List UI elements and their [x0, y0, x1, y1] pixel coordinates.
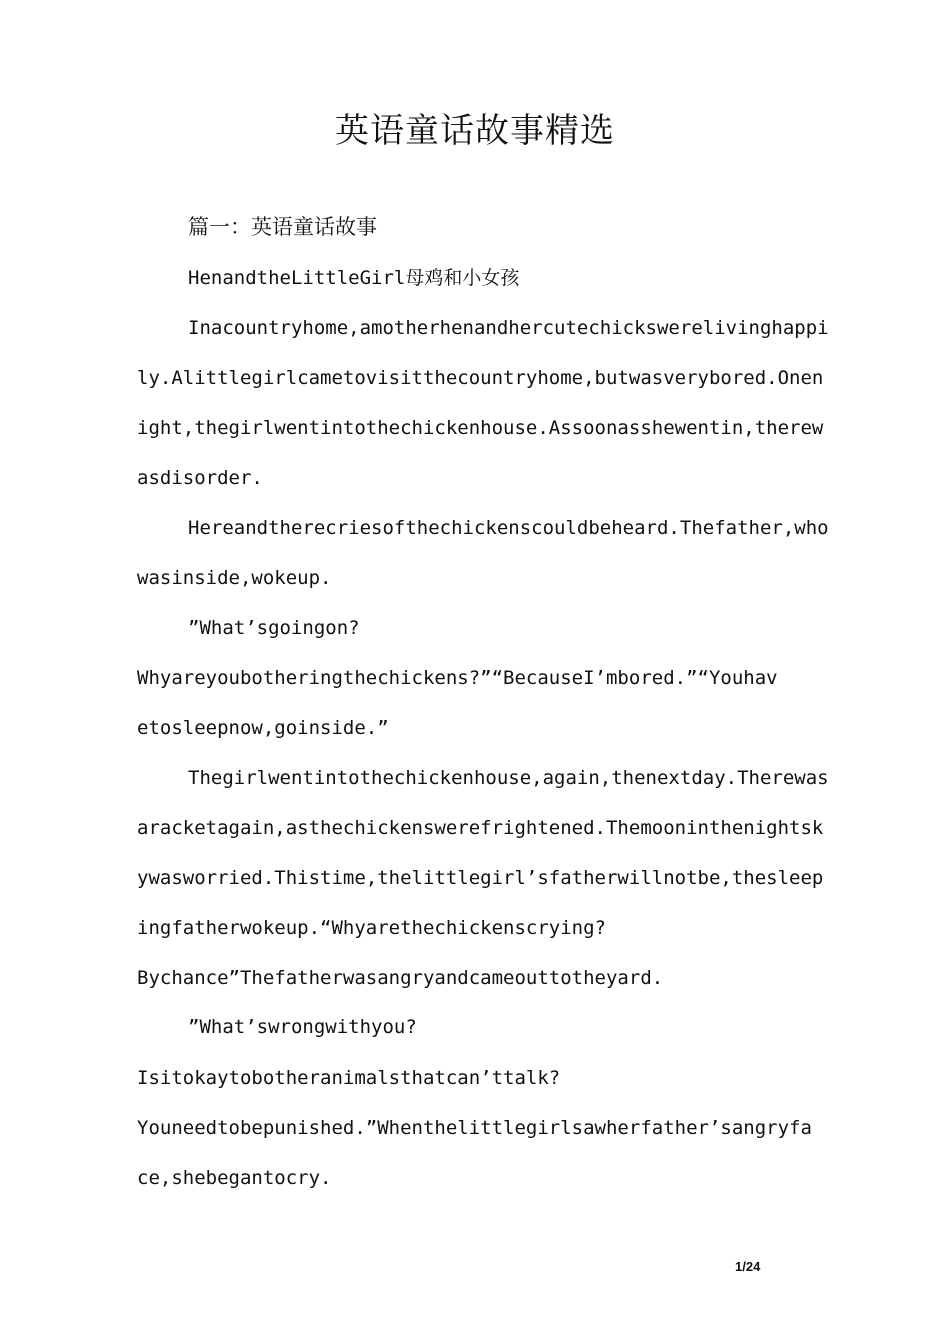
paragraph-line: etosleepnow,goinside.” [137, 717, 389, 739]
paragraph-line: ce,shebegantocry. [137, 1167, 332, 1189]
paragraph-line: ”What’sgoingon? [188, 617, 360, 639]
paragraph-line: ywasworried.Thistime,thelittlegirl’sfatherwillnotbe,thesleep [137, 867, 824, 889]
paragraph-line: Inacountryhome,amotherhenandhercutechickswerelivinghappi [188, 317, 829, 339]
paragraph-line: ly.Alittlegirlcametovisitthecountryhome,butwasverybored.Onen [137, 367, 824, 389]
paragraph-line: Hereandtherecriesofthechickenscouldbeheard.Thefather,who [188, 517, 829, 539]
paragraph-line: wasinside,wokeup. [137, 567, 332, 589]
paragraph-line: asdisorder. [137, 467, 263, 489]
paragraph-line: Thegirlwentintothechickenhouse,again,thenextday.Therewas [188, 767, 829, 789]
document-title: 英语童话故事精选 [335, 111, 615, 151]
page-indicator: 1/24 [735, 1259, 761, 1274]
story-title-line: HenandtheLittleGirl母鸡和小女孩 [188, 267, 520, 289]
paragraph-line: ingfatherwokeup.“Whyarethechickenscrying? [137, 917, 606, 939]
paragraph-line: Whyareyoubotheringthechickens?”“BecauseI’mbored.”“Youhav [137, 667, 778, 689]
paragraph-line: Bychance”Thefatherwasangryandcameouttotheyard. [137, 967, 664, 989]
paragraph-line: ight,thegirlwentintothechickenhouse.Assoonasshewentin,therew [137, 417, 824, 439]
paragraph-line: Youneedtobepunished.”Whenthelittlegirlsawherfather’sangryfa [137, 1117, 812, 1139]
paragraph-line: ”What’swrongwithyou? [188, 1016, 417, 1038]
section-heading: 篇一：英语童话故事 [188, 215, 377, 239]
paragraph-line: Isitokaytobotheranimalsthatcan’ttalk? [137, 1067, 561, 1089]
paragraph-line: aracketagain,asthechickenswerefrightened.Themooninthenightsk [137, 817, 824, 839]
